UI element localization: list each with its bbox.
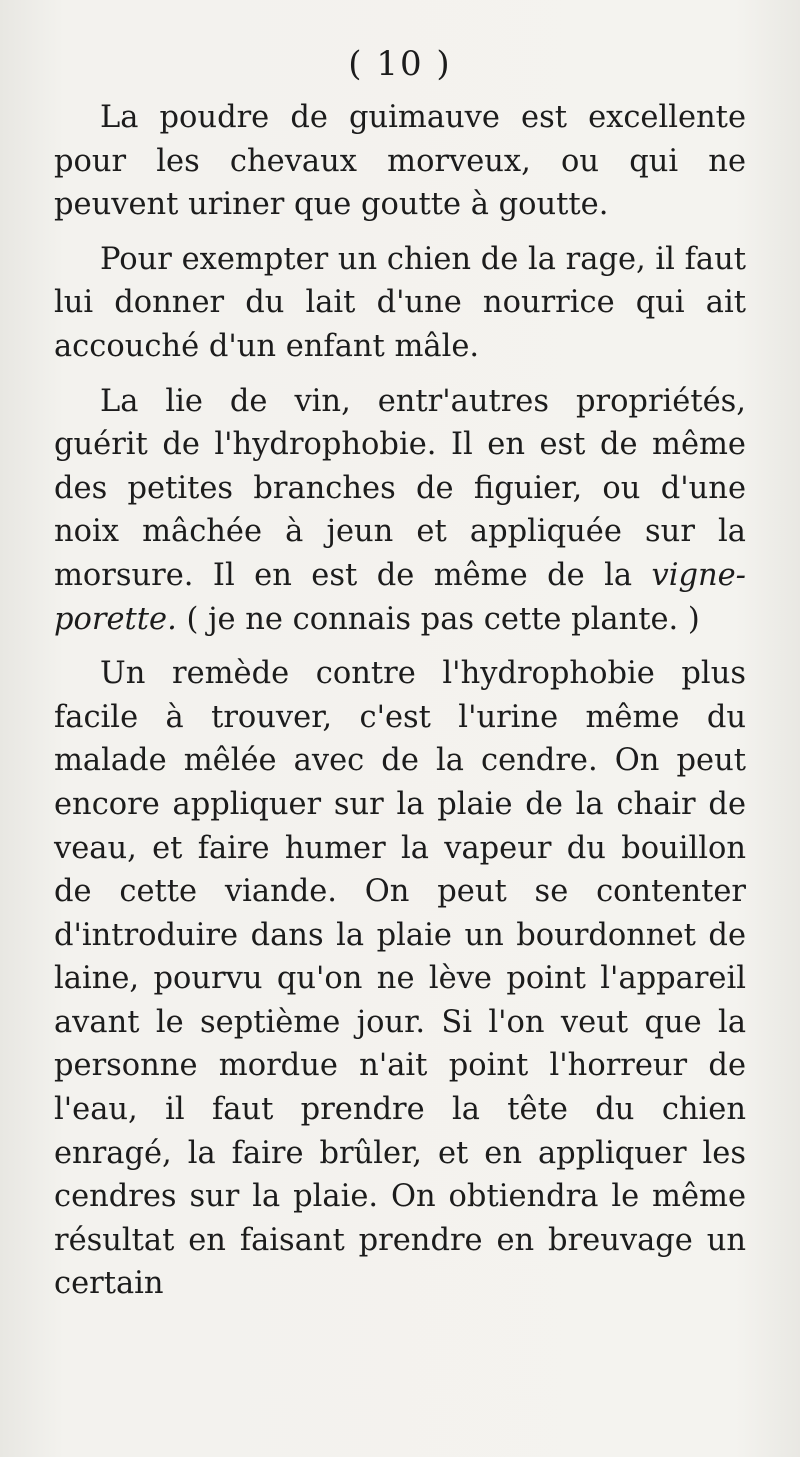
paragraph-4: Un remède contre l'hydrophobie plus facile à trouver, c'est l'urine même du malade mêlée avec de la cendre. On peut encore appliquer sur la plaie de la chair de veau, et faire humer la vapeur du bouillon de cette viande. On peut se contenter d'introduire dans la plaie un bourdonnet de laine, pourvu qu'on ne lève point l'appareil avant le septième jour. Si l'on veut que la personne mordue n'ait point l'horreur de l'eau, il faut prendre la tête du chien enragé, la faire brûler, et en appliquer les cendres sur la plaie. On obtiendra le même résultat en faisant prendre en breuvage un certain (54, 656, 746, 1302)
paragraph-3-text: La lie de vin, entr'autres propriétés, guérit de l'hydrophobie. Il en est de même des petites branches de figuier, ou d'une noix mâchée à jeun et appliquée sur la morsure. Il en est de même de la (54, 383, 746, 593)
page-body (54, 96, 746, 1306)
plant-name-italic: vigne-porette. (54, 557, 746, 637)
page-number: ( 10 ) (348, 44, 452, 84)
paragraph-2: Pour exempter un chien de la rage, il faut lui donner du lait d'une nourrice qui ait accouché d'un enfant mâle. (54, 241, 746, 364)
paragraph-1: La poudre de guimauve est excellente pour les chevaux morveux, ou qui ne peuvent uriner que goutte à goutte. (54, 100, 746, 223)
paragraph-3 (54, 380, 746, 642)
paragraph-3-note: ( je ne connais pas cette plante. ) (176, 601, 700, 637)
